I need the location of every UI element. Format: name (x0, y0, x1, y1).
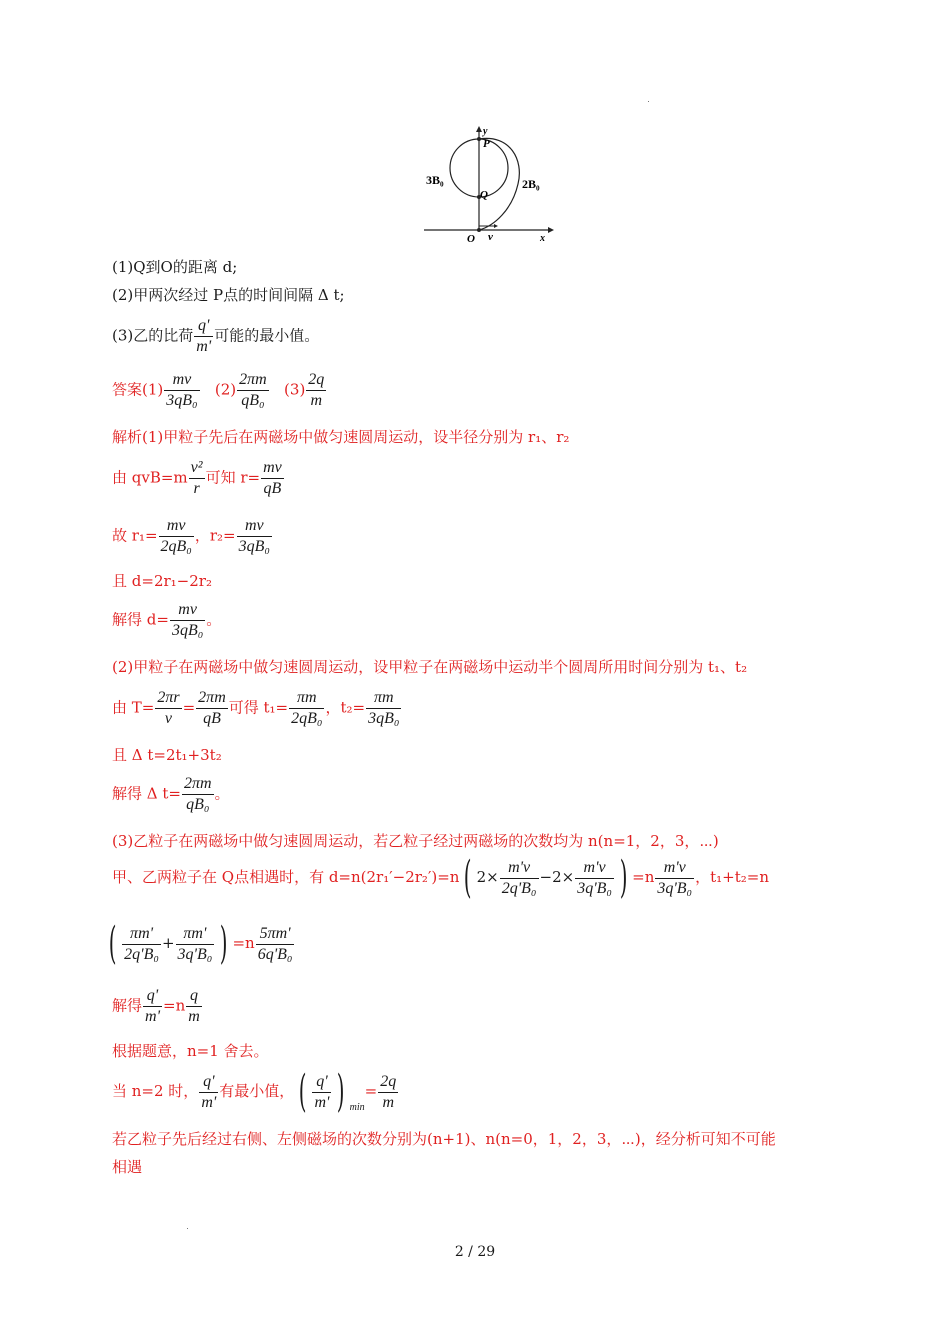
fraction-pimp-3qpB0: $\frac{\pi m'}{\text{3q'B₀}}$ (177, 924, 213, 963)
left-field-label: 3B₀ (426, 173, 444, 187)
text-eq-n-2: =n (232, 934, 255, 952)
text-equals: = (182, 698, 196, 717)
solution-line-8: 且 Δ t=2t₁+3t₂ (112, 746, 222, 764)
fraction-2q-m-final: $\frac{2q}{m}$ (380, 1072, 397, 1111)
solution-line-2 (112, 458, 285, 499)
text-eq-n: =n (632, 868, 655, 886)
point-p-label: P (483, 138, 490, 150)
solution-line-6: (2)甲粒子在两磁场中做匀速圆周运动，设甲粒子在两磁场中运动半个圆周所用时间分别为 t₁、t₂ (112, 658, 748, 676)
solution-line-14: 根据题意，n=1 舍去。 (112, 1042, 269, 1060)
text-n-2: 当 n=2 时， (112, 1082, 199, 1100)
text-r-equals: 可知 r= (205, 468, 261, 487)
solution-line-10: (3)乙粒子在两磁场中做匀速圆周运动，若乙粒子经过两磁场的次数均为 n(n=1，2，3，⋯) (112, 832, 719, 850)
fraction-v2-r: $\frac{\text{v²}}{r}$ (190, 459, 203, 497)
solution-line-16: 若乙粒子先后经过右侧、左侧磁场的次数分别为(n+1)、n(n=0，1，2，3，⋯)，经分析可知不可能 (112, 1130, 776, 1148)
y-axis-label: y (483, 126, 488, 137)
text-t2: ，t₂= (325, 698, 366, 717)
fraction-qp-mp: $\frac{q'}{m'}$ (196, 317, 212, 355)
text-2x: 2× (476, 868, 499, 886)
text-r2: ，r₂= (194, 526, 236, 545)
velocity-label: v (488, 231, 493, 243)
fraction-pimp-2qpB0: $\frac{\pi m'}{\text{2q'B₀}}$ (124, 924, 159, 963)
answer-2-label: (2) (214, 380, 237, 399)
text-t1: 可得 t₁= (228, 698, 289, 717)
text-has-min: 有最小值， (219, 1082, 295, 1100)
question-2: (2)甲两次经过 P点的时间间隔 Δ t; (112, 286, 345, 304)
fraction-mv-qb: $\frac{mv}{qB}$ (263, 459, 282, 497)
origin-label: O (467, 233, 475, 245)
solution-line-5 (112, 600, 221, 641)
answer-2-fraction: $\frac{2\pi m}{\text{qB₀}}$ (239, 371, 267, 409)
x-axis-label: x (540, 233, 545, 244)
text-eq-final: = (364, 1082, 378, 1100)
answer-1-fraction: $\frac{mv}{\text{3qB₀}}$ (166, 371, 198, 409)
text-qvb: 由 qvB=m (112, 468, 188, 487)
q3-suffix: 可能的最小值。 (214, 326, 320, 345)
point-q-label: Q (480, 189, 488, 201)
answer-line (112, 370, 327, 411)
fraction-2pir-v: $\frac{2\pi r}{v}$ (157, 689, 180, 727)
text-r1: 故 r₁= (112, 526, 158, 545)
fraction-qp-mp-b: $\frac{q'}{m'}$ (145, 987, 160, 1025)
right-field-label: 2B₀ (522, 177, 540, 191)
fraction-5pimp-6qpB0: $\frac{5\pi m'}{\text{6q'B₀}}$ (257, 924, 293, 963)
text-dt-equals: 解得 Δ t= (112, 784, 181, 803)
fraction-mpv-2qpB0: $\frac{m'v}{\text{2q'B₀}}$ (501, 858, 537, 897)
fraction-2pim-qB0: $\frac{2\pi m}{\text{qB₀}}$ (183, 775, 212, 813)
page-number: 2 / 29 (454, 1244, 496, 1260)
solution-line-11: 甲、乙两粒子在 Q点相遇时，有 d=n(2r₁′−2r₂′)=n ( 2× $\frac{m'v}{\text{2q'B₀}}$ −2× $\frac{m'v}{\text{3q'B₀}}$ ) =n $\frac{m'v}{\text{3q'B₀}}$ ，t₁+t₂=n (112, 852, 770, 903)
fraction-mpv-3qpB0-a: $\frac{m'v}{\text{3q'B₀}}$ (577, 858, 612, 897)
solution-line-4: 且 d=2r₁−2r₂ (112, 572, 212, 590)
scan-dot (187, 1228, 188, 1229)
fraction-pim-3qB0: $\frac{\pi m}{\text{3qB₀}}$ (368, 689, 400, 727)
text-d-n: 甲、乙两粒子在 Q点相遇时，有 d=n(2r₁′−2r₂′)=n (112, 868, 460, 886)
solution-line-9 (112, 774, 230, 815)
solution-line-17: 相遇 (112, 1158, 143, 1176)
fraction-qp-mp-d: $\frac{q'}{m'}$ (314, 1072, 330, 1111)
fraction-mv-2qB0: $\frac{mv}{\text{2qB₀}}$ (160, 517, 192, 555)
text-solve: 解得 (112, 996, 143, 1015)
answer-3-fraction: $\frac{2q}{m}$ (308, 371, 325, 409)
text-d-equals: 解得 d= (112, 610, 169, 629)
q3-prefix: (3)乙的比荷 (112, 326, 194, 345)
text-T-equals: 由 T= (112, 698, 155, 717)
solution-line-7 (112, 688, 402, 729)
answer-3-label: (3) (284, 380, 306, 399)
scan-dot (648, 101, 649, 102)
solution-line-1: 解析(1)甲粒子先后在两磁场中做匀速圆周运动，设半径分别为 r₁、r₂ (112, 428, 570, 446)
fraction-2pim-qB: $\frac{2\pi m}{qB}$ (198, 689, 226, 727)
question-1: (1)Q到O的距离 d; (112, 258, 238, 276)
fraction-mpv-3qpB0-b: $\frac{m'v}{\text{3q'B₀}}$ (657, 858, 693, 897)
magnetic-field-figure (422, 122, 562, 246)
answer-prefix: 答案(1) (112, 380, 164, 399)
solution-line-15: 当 n=2 时， $\frac{q'}{m'}$ 有最小值， ( $\frac{q'}{m'}$ ) $_{min}$= $\frac{2q}{m}$ (112, 1066, 397, 1117)
text-t1-t2: ，t₁+t₂=n (695, 868, 770, 886)
fraction-q-m: $\frac{q}{m}$ (188, 987, 200, 1025)
fraction-mv-3qB0-b: $\frac{mv}{\text{3qB₀}}$ (171, 601, 204, 639)
fraction-mv-3qB0-a: $\frac{mv}{\text{3qB₀}}$ (238, 517, 270, 555)
text-eq-n-3: =n (163, 996, 186, 1015)
text-period-2: 。 (214, 784, 230, 803)
text-minus-2x: −2× (539, 868, 575, 886)
text-plus: + (161, 934, 175, 952)
text-period: 。 (206, 610, 222, 629)
fraction-qp-mp-c: $\frac{q'}{m'}$ (201, 1072, 217, 1111)
fraction-pim-2qB0: $\frac{\pi m}{\text{2qB₀}}$ (291, 689, 323, 727)
solution-line-12: ( $\frac{\pi m'}{\text{2q'B₀}}$ + $\frac{\pi m'}{\text{3q'B₀}}$ ) =n $\frac{5\pi m'}{\text{6q'B₀}}$ (108, 918, 293, 969)
question-3 (112, 316, 319, 357)
solution-line-3 (112, 516, 273, 557)
solution-line-13 (112, 986, 203, 1027)
text-min-subscript: min (349, 1102, 365, 1113)
